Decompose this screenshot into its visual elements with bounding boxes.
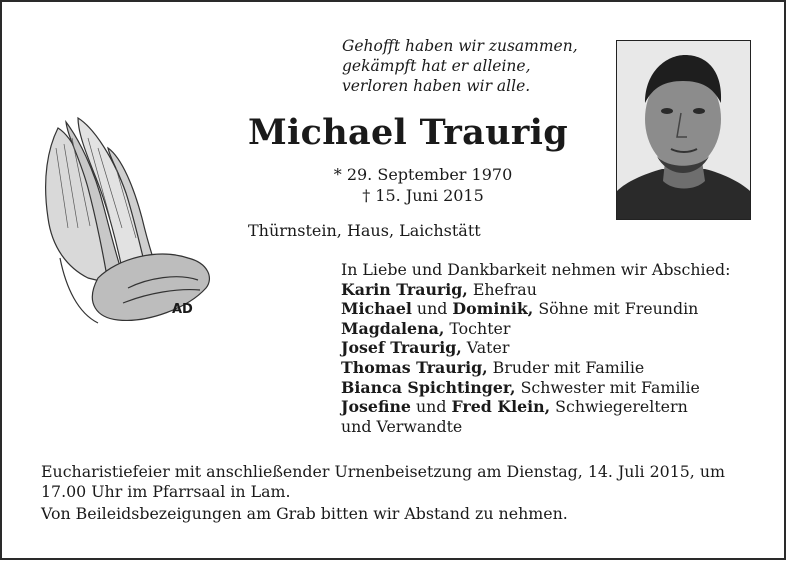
mourner-connector: und <box>410 397 452 417</box>
farewell-intro: In Liebe und Dankbarkeit nehmen wir Abschied: <box>341 260 731 279</box>
poem-line: gekämpft hat er alleine, <box>342 57 531 75</box>
mourner-name: Magdalena, <box>341 318 445 338</box>
mourner-name: Dominik, <box>452 299 534 319</box>
list-item <box>341 338 771 358</box>
mourner-name: Karin Traurig, <box>341 279 468 299</box>
poem-line: verloren haben wir alle. <box>342 77 531 95</box>
life-dates <box>248 164 598 206</box>
death-date: † 15. Juni 2015 <box>362 186 484 205</box>
list-item <box>341 358 771 378</box>
mourner-name: Thomas Traurig, <box>341 357 488 377</box>
list-item <box>341 299 771 319</box>
service-info <box>41 462 771 526</box>
mourner-name: Fred Klein, <box>451 397 551 417</box>
mourner-relation: Schwester mit Familie <box>515 377 700 397</box>
artist-monogram: AD <box>172 302 193 317</box>
mourner-relation: Ehefrau <box>467 279 537 299</box>
list-item <box>341 378 771 398</box>
praying-hands-illustration <box>38 108 218 332</box>
poem-line: Gehofft haben wir zusammen, <box>342 37 578 55</box>
mourner-relation: Bruder mit Familie <box>487 357 645 377</box>
mourner-relation: Vater <box>461 338 510 358</box>
list-item <box>341 319 771 339</box>
poem <box>342 36 592 96</box>
mourner-relation: und Verwandte <box>341 416 463 436</box>
mourner-name: Michael <box>341 299 412 319</box>
condolence-note: Von Beileidsbezeigungen am Grab bitten wir Abstand zu nehmen. <box>41 504 568 523</box>
mourner-name: Bianca Spichtinger, <box>341 377 516 397</box>
residence: Thürnstein, Haus, Laichstätt <box>248 221 481 240</box>
deceased-name: Michael Traurig <box>248 112 568 153</box>
list-item <box>341 280 771 300</box>
mourner-name: Josef Traurig, <box>341 338 462 358</box>
mourner-relation: Söhne mit Freundin <box>533 299 699 319</box>
birth-date: * 29. September 1970 <box>333 165 513 184</box>
list-item <box>341 417 771 437</box>
mourner-relation: Tochter <box>444 318 511 338</box>
portrait-icon <box>617 41 750 219</box>
service-details: Eucharistiefeier mit anschließender Urnenbeisetzung am Dienstag, 14. Juli 2015, um 17.00 Uhr im Pfarrsaal in Lam. <box>41 462 725 501</box>
mourner-relation: Schwiegereltern <box>550 397 688 417</box>
list-item <box>341 397 771 417</box>
portrait-photo <box>616 40 751 220</box>
mourner-connector: und <box>411 299 453 319</box>
mourner-name: Josefine <box>341 397 411 417</box>
mourners-list <box>341 260 771 436</box>
praying-hands-icon <box>38 108 218 332</box>
